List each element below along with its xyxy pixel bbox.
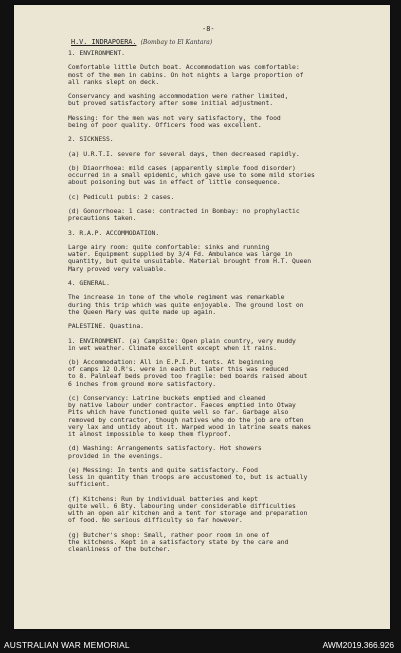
text-line: 2. SICKNESS. bbox=[68, 135, 114, 144]
text-line: being of poor quality. Officers food was excellent. bbox=[68, 120, 262, 129]
text-line: all ranks slept on deck. bbox=[68, 77, 160, 86]
footer-reference: AWM2019.366.926 bbox=[322, 640, 394, 650]
text-line: (c) Pediculi pubis: 2 cases. bbox=[68, 192, 175, 201]
text-line: to 8. Palmleaf beds proved too fragile: bed boards raised about bbox=[68, 372, 308, 381]
text-line: it almost impossible to keep them flyproof. bbox=[68, 429, 232, 438]
text-line: (d) Gonorrhoea: 1 case: contracted in Bombay: no prophylactic bbox=[68, 207, 300, 216]
document-body bbox=[68, 50, 388, 553]
text-line: by native labour under contractor. Faeces emptied into Otway bbox=[68, 401, 296, 410]
section-heading bbox=[71, 38, 212, 46]
text-line: Large airy room: quite comfortable: sinks and running bbox=[68, 243, 270, 252]
text-line: cleanliness of the butcher. bbox=[68, 544, 171, 553]
text-line: precautions taken. bbox=[68, 214, 137, 223]
text-line: 3. R.A.P. ACCOMMODATION. bbox=[68, 228, 160, 237]
text-line: (a) U.R.T.I. severe for several days, then decreased rapidly. bbox=[68, 149, 300, 158]
text-line bbox=[68, 273, 388, 280]
document-page bbox=[14, 5, 390, 629]
text-line: Messing: for the men was not very satisfactory, the food bbox=[68, 113, 281, 122]
text-line: (c) Conservancy: Latrine buckets emptied and cleaned bbox=[68, 394, 266, 402]
text-line: during this trip which was quite enjoyable. The ground lost on bbox=[68, 300, 304, 309]
text-line: (f) Kitchens: Run by individual batteries and kept bbox=[68, 494, 258, 503]
text-line: Mary proved very valuable. bbox=[68, 264, 167, 273]
text-line: most of the men in cabins. On hot nights a large proportion of bbox=[68, 70, 304, 79]
text-line: but proved satisfactory after some initial adjustment. bbox=[68, 99, 274, 108]
text-line: the kitchens. Kept in a satisfactory state by the care and bbox=[68, 537, 289, 546]
text-line: (g) Butcher's shop: Small, rather poor room in one of bbox=[68, 530, 270, 539]
page-number: -8- bbox=[202, 25, 215, 33]
archive-footer bbox=[0, 636, 401, 653]
text-line: less in quantity than troops are accustomed to, but is actually bbox=[68, 473, 308, 482]
text-line: Conservancy and washing accommodation were rather limited, bbox=[68, 92, 289, 101]
text-line: 6 inches from ground more satisfactory. bbox=[68, 379, 217, 388]
footer-institution: AUSTRALIAN WAR MEMORIAL bbox=[4, 640, 130, 650]
text-line: with an open air kitchen and a tent for storage and preparation bbox=[68, 509, 308, 517]
text-line: water. Equipment supplied by 3/4 Fd. Ambulance was large in bbox=[68, 250, 293, 259]
text-line: provided in the evenings. bbox=[68, 451, 163, 460]
text-line: sufficient. bbox=[68, 480, 110, 489]
text-line bbox=[68, 129, 388, 136]
text-line: of camps 12 O.R's. were in each but later this was reduced bbox=[68, 365, 289, 374]
text-line: of food. No serious difficulty so far however. bbox=[68, 516, 243, 525]
text-line: the Queen Mary was quite made up again. bbox=[68, 307, 217, 316]
handwritten-annotation: (Bombay to El Kantara) bbox=[140, 39, 213, 46]
text-line: Comfortable little Dutch boat. Accommodation was comfortable: bbox=[68, 63, 300, 72]
text-line: in wet weather. Climate excellent except when it rains. bbox=[68, 343, 277, 352]
ship-name: H.V. INDRAPOERA. bbox=[71, 38, 137, 46]
text-line: Pits which have functioned quite well so far. Garbage also bbox=[68, 408, 289, 417]
text-line: removed by contractor, though natives who do the job are often bbox=[68, 415, 304, 424]
text-line: (e) Messing: In tents and quite satisfactory. Food bbox=[68, 465, 258, 474]
text-line: 1. ENVIRONMENT. bbox=[68, 49, 125, 57]
text-line: occurred in a small epidemic, which gave use to some mild stories bbox=[68, 171, 315, 180]
text-line: 1. ENVIRONMENT. (a) CampSite: Open plain country, very muddy bbox=[68, 336, 296, 345]
text-line: (b) Accommodation: All in E.P.I.P. tents. At beginning bbox=[68, 358, 274, 367]
text-line: (b) Diaorrhoea: mild cases (apparently simple food disorder) bbox=[68, 164, 296, 172]
text-line: quite well. 6 Bty. labouring under considerable difficulties bbox=[68, 501, 296, 510]
text-line: 4. GENERAL. bbox=[68, 279, 110, 287]
text-line: The increase in tone of the whole regiment was remarkable bbox=[68, 293, 285, 302]
text-line: (d) Washing: Arrangements satisfactory. Hot showers bbox=[68, 444, 262, 453]
text-line: quantity, but quite unsuitable. Material brought from H.T. Queen bbox=[68, 257, 312, 266]
text-line: about poisoning but was in effect of little consequence. bbox=[68, 178, 281, 187]
text-line: very lax and untidy about it. Warped wood in latrine seats makes bbox=[68, 422, 312, 431]
text-line: PALESTINE. Quastina. bbox=[68, 322, 144, 331]
